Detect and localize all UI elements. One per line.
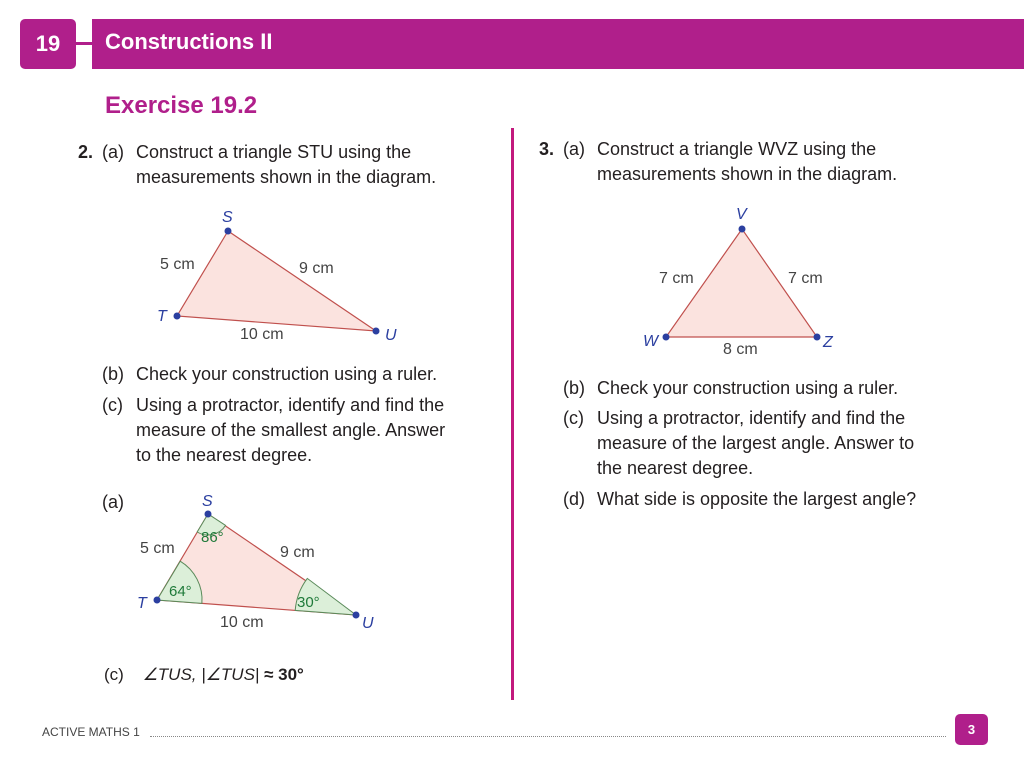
answer-vertex-u-label: U [362, 615, 374, 632]
angle-u-label: 30° [297, 594, 320, 611]
answer-vertex-s-label: S [202, 493, 213, 510]
answer-vertex-t-label: T [137, 595, 147, 612]
q2-vertex-s-label: S [222, 209, 233, 226]
q2-part-a-text: Construct a triangle STU using the measurements shown in the diagram. [136, 142, 437, 187]
q2-part-c-label: (c) [102, 395, 123, 415]
answer-side-st-label: 5 cm [140, 540, 175, 557]
answer-c-value: ≈ 30° [264, 665, 304, 684]
q3-vertex-w-label: W [643, 333, 659, 350]
q3-part-c-label: (c) [563, 408, 584, 428]
q3-vertex-z-label: Z [823, 334, 833, 351]
q2-side-su-label: 9 cm [299, 260, 334, 277]
q2-side-st-label: 5 cm [160, 256, 195, 273]
angle-t-label: 64° [169, 583, 192, 600]
q3-vertex-w-dot [663, 334, 670, 341]
q3-side-wz-label: 8 cm [723, 341, 758, 358]
q3-vertex-z-dot [814, 334, 821, 341]
q3-number: 3. [539, 139, 555, 159]
q2-part-a-label: (a) [102, 142, 124, 162]
answer-c-measure: |∠TUS| [201, 665, 260, 684]
q2-vertex-u-label: U [385, 327, 397, 344]
q2-part-b-label: (b) [102, 364, 124, 384]
footer-dotted-rule [150, 736, 946, 737]
q2-part-c-text: Using a protractor, identify and find the measure of the smallest angle. Answer to the nearest degree. [136, 395, 446, 465]
q2-vertex-t-label: T [157, 308, 167, 325]
q3-part-a-label: (a) [563, 139, 585, 159]
q3-part-d-label: (d) [563, 489, 585, 509]
footer-book-title: ACTIVE MATHS 1 [42, 725, 140, 739]
q2-part-b-text: Check your construction using a ruler. [136, 364, 438, 384]
q3-part-c-text: Using a protractor, identify and find the measure of the largest angle. Answer to the nearest degree. [597, 408, 915, 478]
q2-number: 2. [78, 142, 94, 162]
q2-side-tu-label: 10 cm [240, 326, 284, 343]
q3-side-vz-label: 7 cm [788, 270, 823, 287]
answer-c-label: (c) [104, 665, 124, 684]
q3-part-b-label: (b) [563, 378, 585, 398]
q3-vertex-v-dot [739, 226, 746, 233]
q3-side-wv-label: 7 cm [659, 270, 694, 287]
answer-a-label: (a) [102, 492, 124, 512]
answer-side-su-label: 9 cm [280, 544, 315, 561]
q3-vertex-v-label: V [736, 206, 747, 223]
q3-part-d-text: What side is opposite the largest angle? [597, 489, 917, 509]
angle-s-label: 86° [201, 529, 224, 546]
answer-side-tu-label: 10 cm [220, 614, 264, 631]
exercise-title: Exercise 19.2 [105, 92, 258, 119]
page-number-badge: 3 [955, 714, 988, 745]
q3-part-a-text: Construct a triangle WVZ using the measurements shown in the diagram. [597, 139, 898, 184]
chapter-title: Constructions II [105, 29, 273, 54]
q3-part-b-text: Check your construction using a ruler. [597, 378, 899, 398]
chapter-number-badge: 19 [20, 19, 76, 69]
answer-c-angle: ∠TUS, [142, 665, 197, 684]
